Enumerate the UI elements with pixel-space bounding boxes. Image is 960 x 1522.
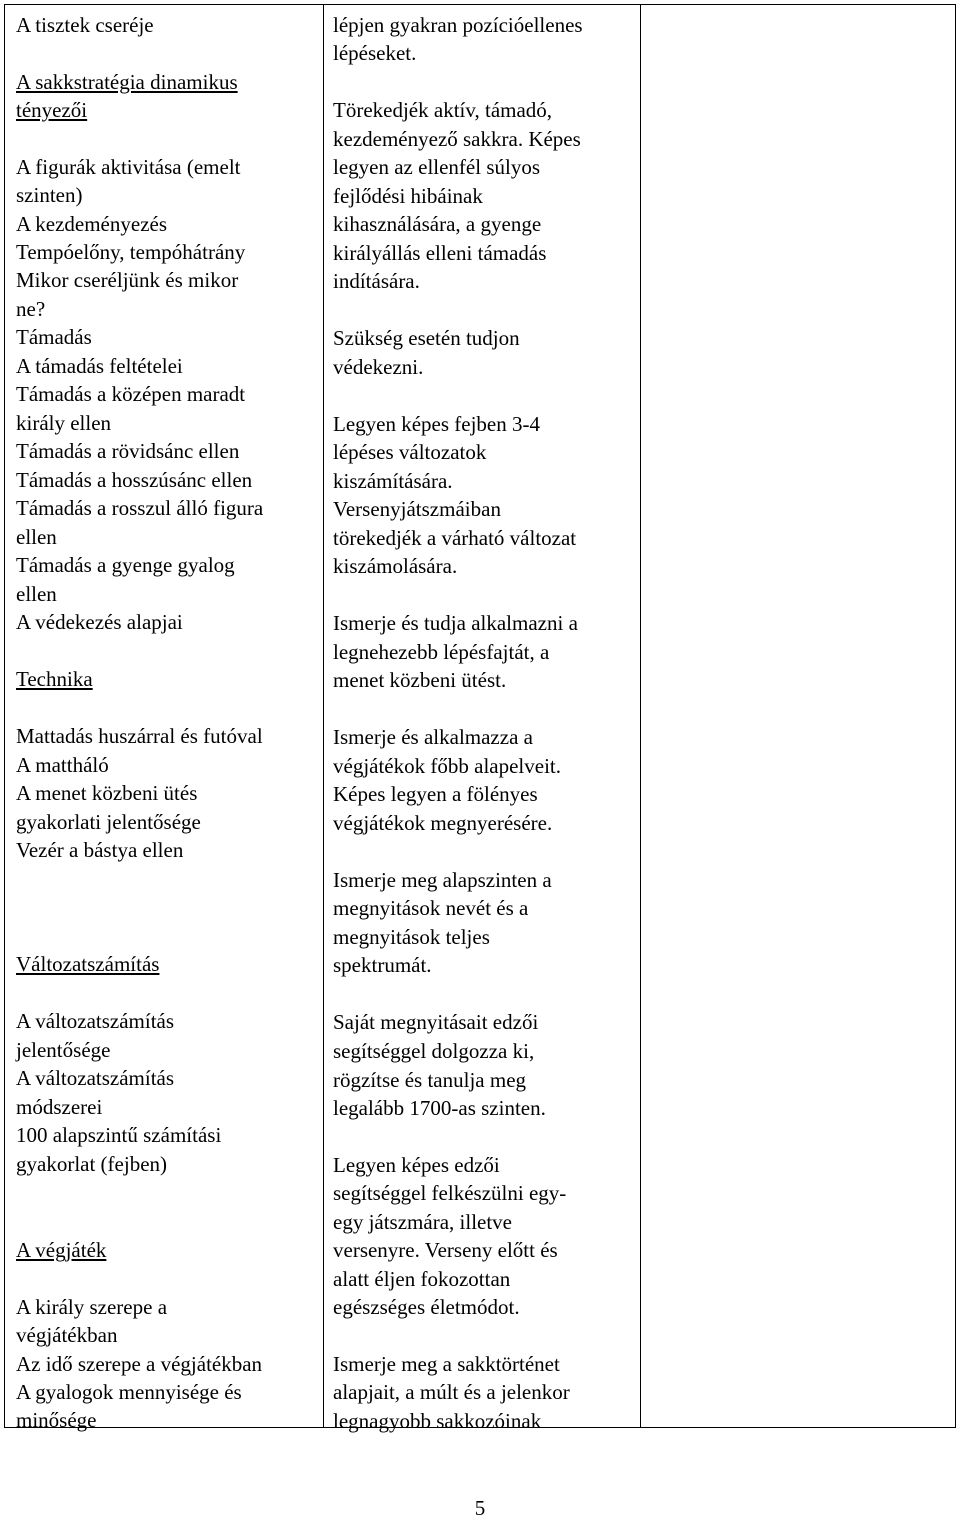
topic-line-32: 100 alapszintű számítási bbox=[16, 1123, 222, 1147]
topic-line-35: A király szerepe a bbox=[16, 1295, 168, 1319]
requirement-line-35: egy játszmára, illetve bbox=[333, 1210, 513, 1234]
requirement-line-1: lépjen gyakran pozícióellenes bbox=[333, 13, 583, 37]
requirement-line-29: Saját megnyitásait edzői bbox=[333, 1010, 539, 1034]
topic-line-12: Támadás a középen maradt bbox=[16, 382, 246, 406]
requirement-line-19: legnehezebb lépésfajtát, a bbox=[333, 640, 550, 664]
requirement-line-7: kihasználására, a gyenge bbox=[333, 212, 542, 236]
requirement-line-28: spektrumát. bbox=[333, 953, 432, 977]
empty-column bbox=[641, 5, 955, 1427]
topic-line-28: A változatszámítás bbox=[16, 1009, 175, 1033]
topic-line-19: ellen bbox=[16, 582, 57, 606]
requirement-line-32: legalább 1700-as szinten. bbox=[333, 1096, 546, 1120]
topic-line-2: A sakkstratégia dinamikus bbox=[16, 70, 238, 94]
topic-line-34: A végjáték bbox=[16, 1238, 107, 1262]
requirement-line-4: kezdeményező sakkra. Képes bbox=[333, 127, 581, 151]
requirement-line-38: egészséges életmódot. bbox=[333, 1295, 520, 1319]
page-number: 5 bbox=[474, 1496, 486, 1520]
topic-line-13: király ellen bbox=[16, 411, 112, 435]
topic-line-16: Támadás a rosszul álló figura bbox=[16, 496, 264, 520]
requirement-line-10: Szükség esetén tudjon bbox=[333, 326, 520, 350]
requirement-line-21: Ismerje és alkalmazza a bbox=[333, 725, 533, 749]
topic-line-25: gyakorlati jelentősége bbox=[16, 810, 201, 834]
content-table bbox=[4, 4, 956, 1433]
topic-line-31: módszerei bbox=[16, 1095, 103, 1119]
requirement-line-2: lépéseket. bbox=[333, 41, 417, 65]
requirement-line-23: Képes legyen a fölényes bbox=[333, 782, 538, 806]
requirement-line-27: megnyitások teljes bbox=[333, 925, 490, 949]
requirement-line-12: Legyen képes fejben 3-4 bbox=[333, 412, 540, 436]
topic-line-15: Támadás a hosszúsánc ellen bbox=[16, 468, 253, 492]
requirement-line-22: végjátékok főbb alapelveit. bbox=[333, 754, 561, 778]
requirement-line-36: versenyre. Verseny előtt és bbox=[333, 1238, 558, 1262]
requirement-line-9: indítására. bbox=[333, 269, 420, 293]
requirement-line-15: Versenyjátszmáiban bbox=[333, 497, 501, 521]
topic-line-20: A védekezés alapjai bbox=[16, 610, 183, 634]
topic-line-23: A mattháló bbox=[16, 753, 109, 777]
topic-line-27: Változatszámítás bbox=[16, 952, 160, 976]
requirement-line-8: királyállás elleni támadás bbox=[333, 241, 547, 265]
topic-line-4: A figurák aktivitása (emelt bbox=[16, 155, 241, 179]
topic-line-6: A kezdeményezés bbox=[16, 212, 168, 236]
topic-line-33: gyakorlat (fejben) bbox=[16, 1152, 168, 1176]
topic-line-22: Mattadás huszárral és futóval bbox=[16, 724, 263, 748]
topic-line-30: A változatszámítás bbox=[16, 1066, 175, 1090]
topics-column bbox=[5, 5, 324, 1432]
requirement-line-25: Ismerje meg alapszinten a bbox=[333, 868, 552, 892]
requirement-line-17: kiszámolására. bbox=[333, 554, 458, 578]
requirement-line-16: törekedjék a várható változat bbox=[333, 526, 577, 550]
requirement-line-26: megnyitások nevét és a bbox=[333, 896, 529, 920]
requirement-line-13: lépéses változatok bbox=[333, 440, 487, 464]
requirement-line-18: Ismerje és tudja alkalmazni a bbox=[333, 611, 578, 635]
topic-line-24: A menet közbeni ütés bbox=[16, 781, 198, 805]
requirement-line-39: Ismerje meg a sakktörténet bbox=[333, 1352, 560, 1376]
topic-line-14: Támadás a rövidsánc ellen bbox=[16, 439, 240, 463]
topic-line-29: jelentősége bbox=[16, 1038, 111, 1062]
topic-line-5: szinten) bbox=[16, 183, 83, 207]
topic-line-21: Technika bbox=[16, 667, 93, 691]
topic-line-1: A tisztek cseréje bbox=[16, 13, 154, 37]
requirement-line-20: menet közbeni ütést. bbox=[333, 668, 507, 692]
requirement-line-14: kiszámítására. bbox=[333, 469, 453, 493]
requirement-line-3: Törekedjék aktív, támadó, bbox=[333, 98, 553, 122]
requirement-line-41: legnagyobb sakkozóinak bbox=[333, 1409, 542, 1433]
topic-line-37: Az idő szerepe a végjátékban bbox=[16, 1352, 263, 1376]
requirements-column bbox=[324, 5, 641, 1433]
topic-line-26: Vezér a bástya ellen bbox=[16, 838, 184, 862]
requirement-line-31: rögzítse és tanulja meg bbox=[333, 1068, 527, 1092]
topic-line-9: ne? bbox=[16, 297, 46, 321]
requirement-line-37: alatt éljen fokozottan bbox=[333, 1267, 511, 1291]
requirement-line-30: segítséggel dolgozza ki, bbox=[333, 1039, 535, 1063]
requirement-line-34: segítséggel felkészülni egy- bbox=[333, 1181, 567, 1205]
requirement-line-24: végjátékok megnyerésére. bbox=[333, 811, 553, 835]
requirement-line-33: Legyen képes edzői bbox=[333, 1153, 500, 1177]
topic-line-3: tényezői bbox=[16, 98, 88, 122]
requirement-line-6: fejlődési hibáinak bbox=[333, 184, 483, 208]
topic-line-36: végjátékban bbox=[16, 1323, 118, 1347]
topic-line-17: ellen bbox=[16, 525, 57, 549]
topic-line-8: Mikor cseréljünk és mikor bbox=[16, 268, 239, 292]
topic-line-39: minősége bbox=[16, 1408, 97, 1432]
requirement-line-40: alapjait, a múlt és a jelenkor bbox=[333, 1380, 570, 1404]
topic-line-18: Támadás a gyenge gyalog bbox=[16, 553, 235, 577]
requirement-line-11: védekezni. bbox=[333, 355, 424, 379]
topic-line-10: Támadás bbox=[16, 325, 92, 349]
topic-line-11: A támadás feltételei bbox=[16, 354, 183, 378]
topic-line-7: Tempóelőny, tempóhátrány bbox=[16, 240, 246, 264]
topic-line-38: A gyalogok mennyisége és bbox=[16, 1380, 242, 1404]
requirement-line-5: legyen az ellenfél súlyos bbox=[333, 155, 541, 179]
